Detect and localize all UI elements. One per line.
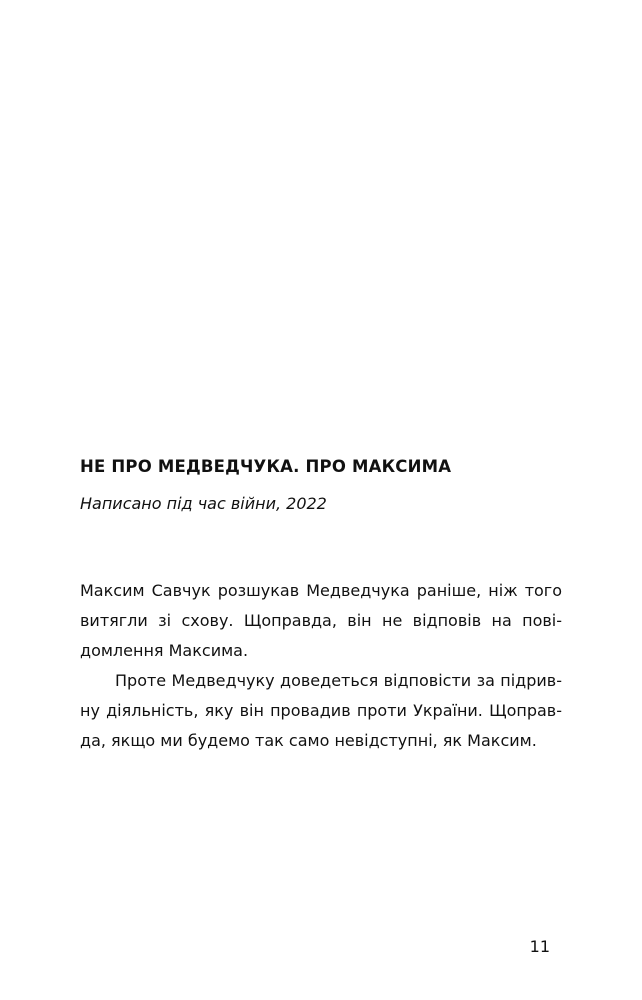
body-line: витягли зі схову. Щоправда, він не відповів на пові- [80, 611, 562, 630]
body-line: домлення Максима. [80, 641, 249, 660]
body-line: Максим Савчук розшукав Медведчука раніше, ніж того [80, 581, 562, 600]
body-line: Проте Медведчуку доведеться відповісти за підрив- [115, 671, 562, 690]
page-number: 11 [529, 937, 550, 956]
body-text [80, 576, 562, 756]
body-line: ну діяльність, яку він провадив проти України. Щоправ- [80, 701, 562, 720]
chapter-subtitle: Написано під час війни, 2022 [80, 494, 327, 513]
chapter-title: НЕ ПРО МЕДВЕДЧУКА. ПРО МАКСИМА [80, 457, 452, 476]
body-line: да, якщо ми будемо так само невідступні, як Максим. [80, 731, 537, 750]
